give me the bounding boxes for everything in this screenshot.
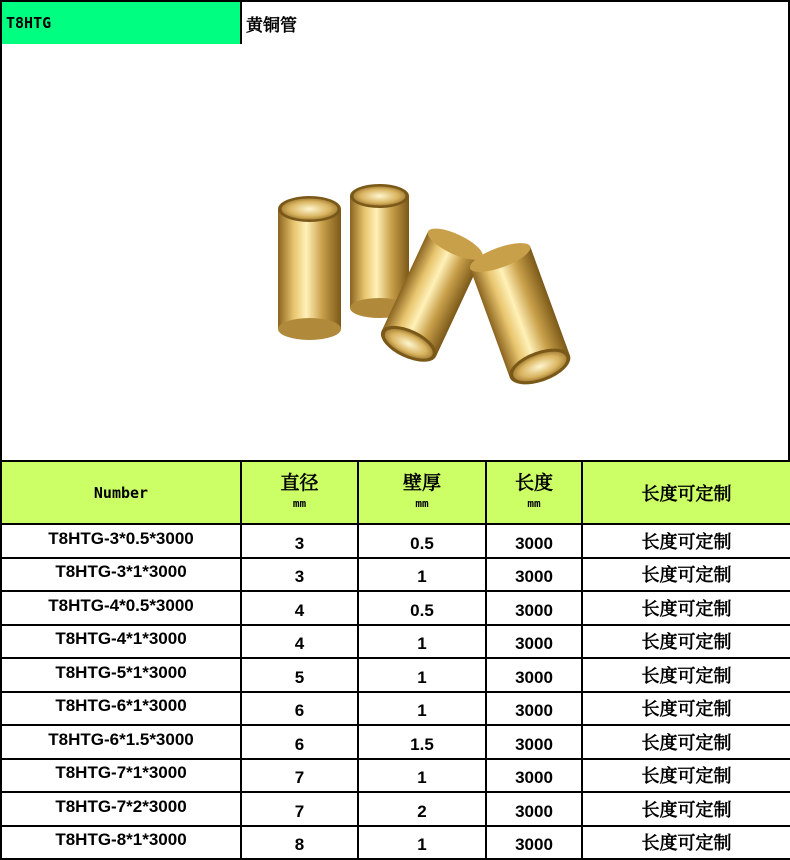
table-row (1, 524, 790, 558)
cell-length: 3000 (486, 524, 582, 558)
column-length-title: 长度 (514, 471, 553, 494)
cell-length: 3000 (486, 792, 582, 826)
header-row (0, 0, 790, 46)
table-row (1, 759, 790, 793)
cell-wall: 0.5 (358, 524, 486, 558)
cell-number: T8HTG-7*2*3000 (1, 792, 241, 826)
column-wall-unit: mm (415, 496, 429, 510)
cell-length: 3000 (486, 826, 582, 860)
column-wall-title: 壁厚 (402, 471, 441, 494)
column-length-unit: mm (527, 496, 541, 510)
cell-number: T8HTG-6*1.5*3000 (1, 725, 241, 759)
cell-wall: 1 (358, 558, 486, 592)
cell-number: T8HTG-4*1*3000 (1, 625, 241, 659)
cell-wall: 1 (358, 759, 486, 793)
cell-diameter: 4 (241, 625, 358, 659)
cell-custom: 长度可定制 (582, 558, 790, 592)
brass-tubes-image (2, 44, 788, 462)
cell-custom: 长度可定制 (582, 658, 790, 692)
cell-length: 3000 (486, 625, 582, 659)
cell-number: T8HTG-3*0.5*3000 (1, 524, 241, 558)
table-row (1, 692, 790, 726)
cell-custom: 长度可定制 (582, 759, 790, 793)
table-row (1, 591, 790, 625)
cell-custom: 长度可定制 (582, 792, 790, 826)
cell-diameter: 5 (241, 658, 358, 692)
cell-number: T8HTG-6*1*3000 (1, 692, 241, 726)
cell-wall: 1.5 (358, 725, 486, 759)
cell-custom: 长度可定制 (582, 826, 790, 860)
cell-diameter: 7 (241, 792, 358, 826)
cell-diameter: 4 (241, 591, 358, 625)
cell-length: 3000 (486, 658, 582, 692)
column-number-title: Number (93, 483, 149, 502)
cell-diameter: 3 (241, 524, 358, 558)
cell-diameter: 3 (241, 558, 358, 592)
cell-length: 3000 (486, 692, 582, 726)
column-header-length (486, 461, 582, 524)
table-row (1, 558, 790, 592)
column-header-number (1, 461, 241, 524)
cell-length: 3000 (486, 591, 582, 625)
cell-wall: 1 (358, 692, 486, 726)
cell-wall: 1 (358, 658, 486, 692)
brass-tube-4 (467, 237, 575, 391)
cell-number: T8HTG-5*1*3000 (1, 658, 241, 692)
column-header-wall (358, 461, 486, 524)
column-header-diameter (241, 461, 358, 524)
cell-wall: 0.5 (358, 591, 486, 625)
product-code: T8HTG (2, 2, 242, 44)
cell-length: 3000 (486, 558, 582, 592)
brass-tube-1 (278, 196, 341, 340)
table-row (1, 826, 790, 860)
cell-number: T8HTG-3*1*3000 (1, 558, 241, 592)
column-custom-title: 长度可定制 (641, 483, 732, 505)
cell-length: 3000 (486, 759, 582, 793)
table-row (1, 792, 790, 826)
column-header-custom (582, 461, 790, 524)
column-diameter-title: 直径 (280, 471, 319, 494)
cell-number: T8HTG-4*0.5*3000 (1, 591, 241, 625)
cell-custom: 长度可定制 (582, 725, 790, 759)
spec-table-body (1, 524, 790, 859)
cell-diameter: 8 (241, 826, 358, 860)
cell-custom: 长度可定制 (582, 692, 790, 726)
cell-wall: 1 (358, 826, 486, 860)
cell-number: T8HTG-8*1*3000 (1, 826, 241, 860)
cell-custom: 长度可定制 (582, 524, 790, 558)
cell-custom: 长度可定制 (582, 591, 790, 625)
cell-length: 3000 (486, 725, 582, 759)
spec-table-header (1, 461, 790, 524)
cell-wall: 1 (358, 625, 486, 659)
cell-diameter: 6 (241, 692, 358, 726)
table-row (1, 658, 790, 692)
cell-diameter: 6 (241, 725, 358, 759)
table-row (1, 725, 790, 759)
cell-number: T8HTG-7*1*3000 (1, 759, 241, 793)
table-row (1, 625, 790, 659)
cell-wall: 2 (358, 792, 486, 826)
product-name: 黄铜管 (246, 15, 297, 36)
product-photo (0, 44, 790, 462)
cell-custom: 长度可定制 (582, 625, 790, 659)
cell-diameter: 7 (241, 759, 358, 793)
column-diameter-unit: mm (292, 496, 307, 510)
spec-table (0, 460, 790, 860)
